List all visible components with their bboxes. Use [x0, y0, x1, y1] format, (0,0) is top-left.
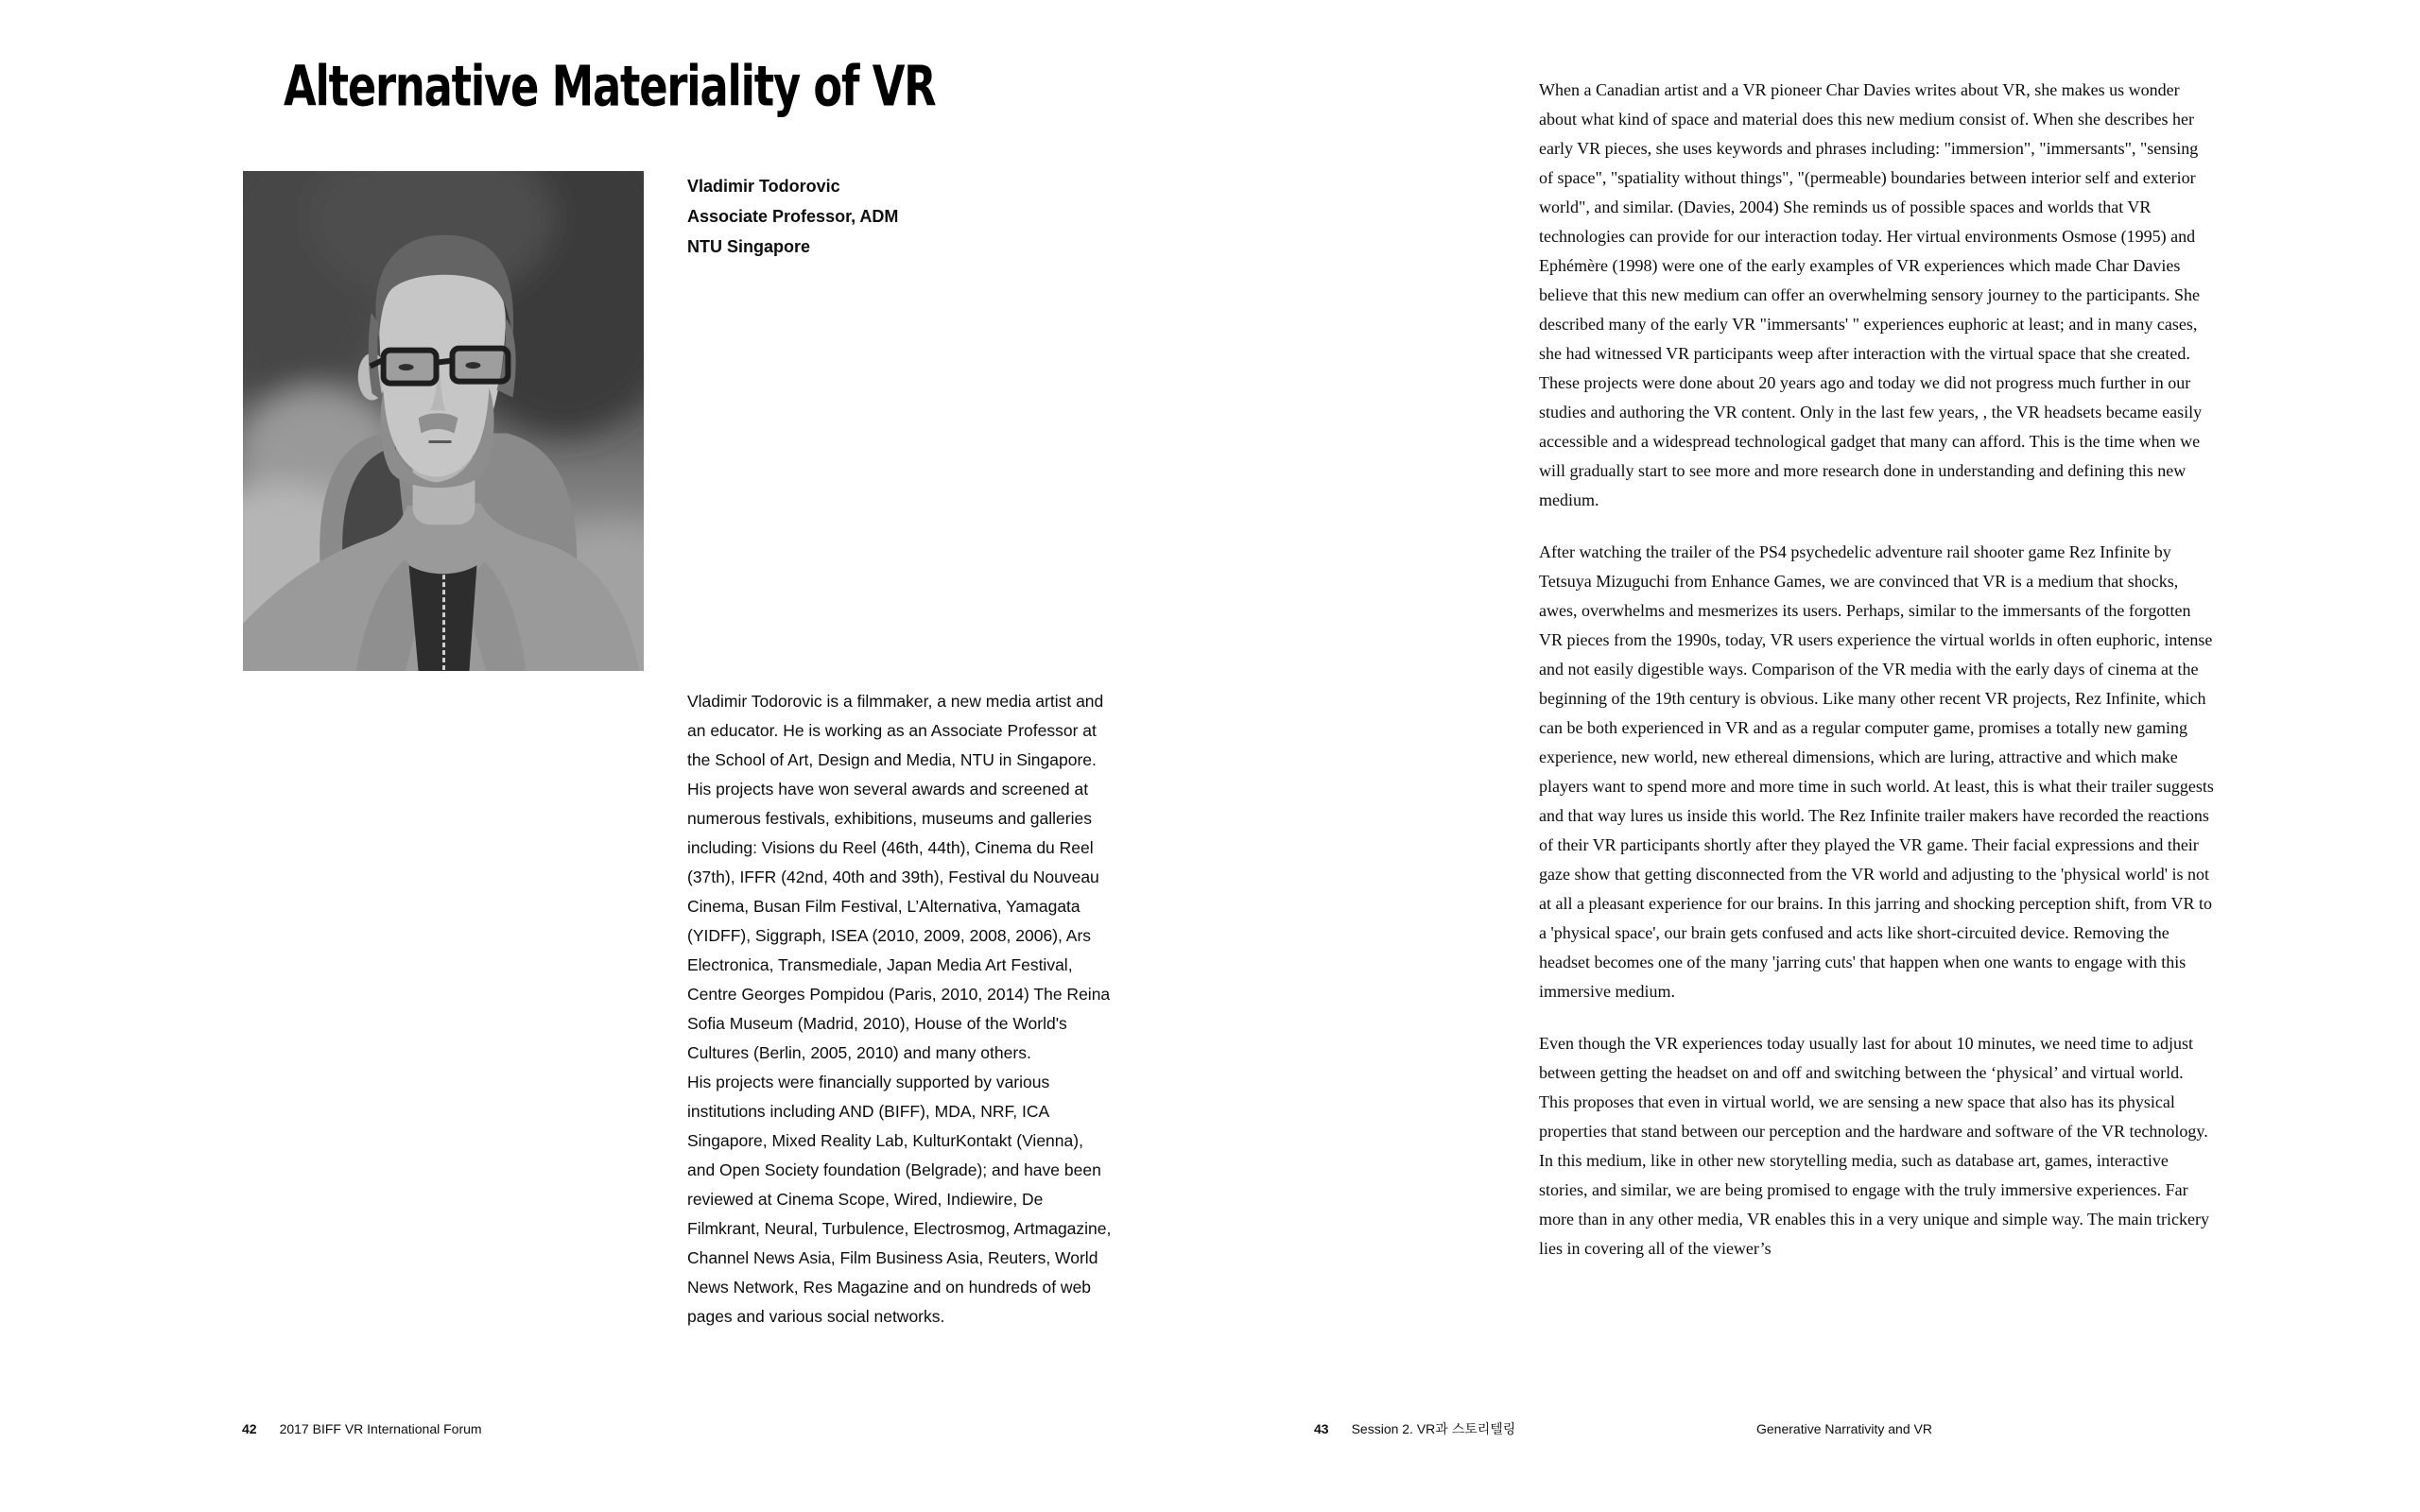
footer-book-title: 2017 BIFF VR International Forum [279, 1421, 482, 1436]
article-title: Alternative Materiality of VR [284, 55, 936, 120]
portrait-illustration [243, 171, 644, 671]
right-page [1210, 0, 2420, 1512]
footer-running-title: Generative Narrativity and VR [1756, 1421, 1932, 1436]
body-paragraph: Even though the VR experiences today usually last for about 10 minutes, we need time to adjust between getting the headset on and off and switching between the ‘physical’ and virtual world. This proposes that even in virtual world, we are sensing a new space that also has its physical properties that stand between our perception and the hardware and software of the VR technology. In this medium, like in other new storytelling media, such as database art, games, interactive stories, and similar, we are being promised to engage with the truly immersive experiences. Far more than in any other media, VR enables this in a very unique and simple way. The main trickery lies in covering all of the viewer’s [1539, 1034, 2209, 1258]
author-block [687, 171, 898, 262]
page-number: 43 [1314, 1421, 1329, 1436]
author-affiliation: NTU Singapore [687, 237, 811, 256]
body-paragraph: When a Canadian artist and a VR pioneer Char Davies writes about VR, she makes us wonder about what kind of space and material does this new medium consist of. When she describes her early VR pieces, she uses keywords and phrases including: "immersion", "immersants", "sensing of space", "spatiality without things", "(permeable) boundaries between interior self and exterior world", and similar. (Davies, 2004) She reminds us of possible spaces and worlds that VR technologies can provide for our interaction today. Her virtual environments Osmose (1995) and Ephémère (1998) were one of the early examples of VR experiences which made Char Davies believe that this new medium can offer an overwhelming sensory journey to the participants. She described many of the early VR "immersants' " experiences euphoric at least; and in many cases, she had witnessed VR participants weep after interaction with the virtual space that she created. These projects were done about 20 years ago and today we did not progress much further in our studies and authoring the VR content. Only in the last few years, , the VR headsets became easily accessible and a widespread technological gadget that many can afford. This is the time when we will gradually start to see more and more research done in understanding and defining this new medium. [1539, 80, 2203, 509]
body-paragraph: After watching the trailer of the PS4 psychedelic adventure rail shooter game Rez Infinite by Tetsuya Mizuguchi from Enhance Games, we are convinced that VR is a medium that shocks, awes, overwhelms and mesmerizes its users. Perhaps, similar to the immersants of the forgotten VR pieces from the 1990s, today, VR users experience the virtual worlds in often euphoric, intense and not easily digestible ways. Comparison of the VR media with the early days of cinema at the beginning of the 19th century is obvious. Like many other recent VR projects, Rez Infinite, which can be both experienced in VR and as a regular computer game, promises a totally new gaming experience, new world, new ethereal dimensions, which are luring, attractive and which make players want to spend more and more time in such world. At least, this is what their trailer suggests and that way lures us inside this world. The Rez Infinite trailer makers have recorded the reactions of their VR participants shortly after they played the VR game. Their facial expressions and their gaze show that getting disconnected from the VR world and adjusting to the 'physical world' is not at all a pleasant experience for our brains. In this jarring and shocking perception shift, from VR to a 'physical space', our brain gets confused and acts like short-circuited device. Removing the headset becomes one of the many 'jarring cuts' that happen when one wants to engage with this immersive medium. [1539, 542, 2214, 1001]
bio-paragraph: Vladimir Todorovic is a filmmaker, a new media artist and an educator. He is working as an Associate Professor at the School of Art, Design and Media, NTU in Singapore. His projects have won several awards and screened at numerous festivals, exhibitions, museums and galleries including: Visions du Reel (46th, 44th), Cinema du Reel (37th), IFFR (42nd, 40th and 39th), Festival du Nouveau Cinema, Busan Film Festival, L’Alternativa, Yamagata (YIDFF), Siggraph, ISEA (2010, 2009, 2008, 2006), Ars Electronica, Transmediale, Japan Media Art Festival, Centre Georges Pompidou (Paris, 2010, 2014) The Reina Sofia Museum (Madrid, 2010), House of the World's Cultures (Berlin, 2005, 2010) and many others. [687, 692, 1111, 1062]
footer-session-label: Session 2. VR과 스토리텔링 [1351, 1421, 1516, 1436]
article-body [1539, 76, 2216, 1263]
author-name: Vladimir Todorovic [687, 177, 840, 196]
bio-paragraph: His projects were financially supported by various institutions including AND (BIFF), MDA, NRF, ICA Singapore, Mixed Reality Lab, KulturKontakt (Vienna), and Open Society foundation (Belgrade); and have been reviewed at Cinema Scope, Wired, Indiewire, De Filmkrant, Neural, Turbulence, Electrosmog, Artmagazine, Channel News Asia, Film Business Asia, Reuters, World News Network, Res Magazine and on hundreds of web pages and various social networks. [687, 1073, 1112, 1326]
author-bio [687, 687, 1113, 1332]
page-number: 42 [242, 1421, 257, 1436]
footer-left [242, 1420, 482, 1437]
author-photo [243, 171, 644, 671]
footer-right [1314, 1420, 1515, 1437]
author-role: Associate Professor, ADM [687, 207, 899, 226]
